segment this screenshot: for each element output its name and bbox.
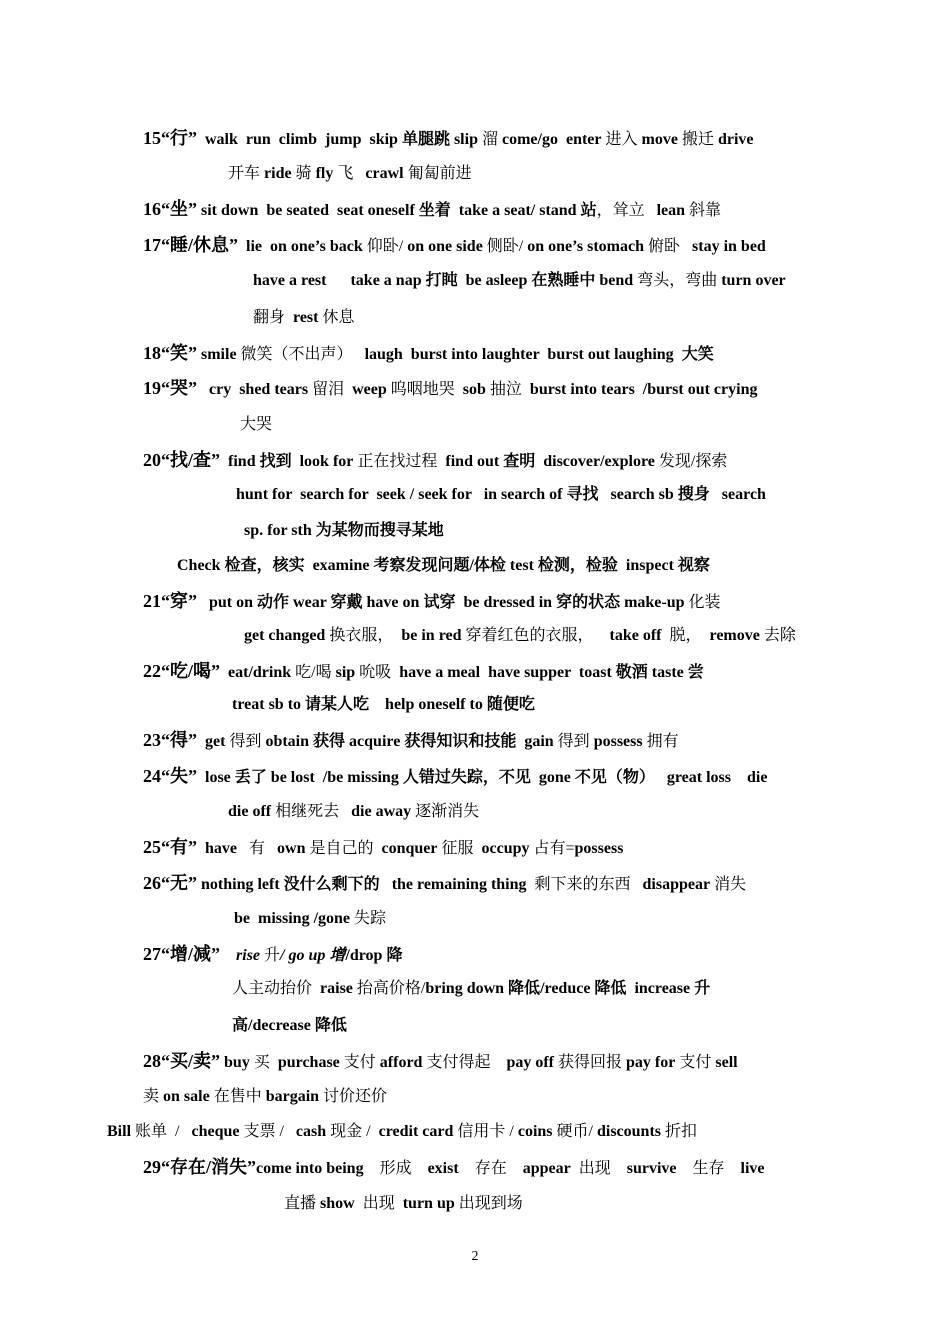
text-segment: 检查，核实 — [224, 557, 305, 574]
text-segment: 呜咽地哭 — [386, 381, 463, 398]
text-segment: acquire — [345, 733, 405, 750]
text-line — [228, 802, 479, 822]
text-segment: raise — [320, 980, 353, 997]
text-segment: find out — [445, 453, 504, 470]
page-number: 2 — [471, 1249, 479, 1264]
text-segment: 出现 — [354, 1195, 403, 1212]
text-segment: slip — [453, 131, 478, 148]
text-segment: 发现/探索 — [654, 453, 728, 470]
text-segment: purchase — [277, 1054, 340, 1071]
text-segment: 休息 — [318, 309, 355, 326]
text-segment: possess — [574, 840, 624, 857]
text-segment: 找到 — [259, 453, 292, 470]
text-segment: remove — [709, 627, 760, 644]
text-segment: 剩下来的东西 — [526, 876, 643, 893]
text-segment: increase — [626, 980, 695, 997]
text-line — [284, 1194, 523, 1214]
text-segment: crawl — [365, 165, 404, 182]
text-segment: 考察发现问题/体检 — [373, 557, 506, 574]
text-segment: inspect — [617, 557, 678, 574]
text-segment: exist — [427, 1160, 459, 1177]
text-segment: 支付 — [675, 1054, 716, 1071]
text-segment: 脱， — [661, 627, 710, 644]
text-segment: die away — [351, 803, 412, 820]
text-segment: 大笑 — [681, 346, 714, 363]
text-line — [244, 521, 444, 541]
text-segment: 仰卧/ — [362, 238, 408, 255]
text-line — [236, 485, 766, 505]
text-segment: 逐渐消失 — [411, 803, 480, 820]
text-segment: 搜身 — [677, 486, 710, 503]
text-segment: search — [709, 486, 766, 503]
text-segment: 消失 — [710, 876, 747, 893]
text-segment: search sb — [598, 486, 678, 503]
text-segment: rise — [236, 947, 261, 964]
section-heading: 23“得” — [143, 730, 197, 750]
text-segment: great loss die — [654, 769, 768, 786]
text-line — [107, 1122, 697, 1142]
text-segment: 单腿跳 — [401, 131, 454, 148]
text-segment: 穿的状态 — [556, 594, 621, 611]
text-segment: 检测，检验 — [537, 557, 618, 574]
text-segment: smile — [201, 346, 237, 363]
text-segment: 现金 / — [326, 1123, 379, 1140]
text-segment: 获得回报 — [554, 1054, 627, 1071]
text-line — [143, 1051, 738, 1073]
text-segment — [220, 453, 228, 470]
text-segment: 微笑（不出声） — [236, 346, 365, 363]
text-segment: cheque — [191, 1123, 240, 1140]
text-segment: look for — [291, 453, 354, 470]
text-segment: have a rest take a nap — [253, 272, 426, 289]
text-segment: /drop — [345, 947, 387, 964]
text-segment: laugh burst into laughter burst out laughing — [364, 346, 682, 363]
text-segment: have a meal have supper toast — [399, 664, 616, 681]
text-segment: make-up — [620, 594, 685, 611]
text-segment: walk run climb jump skip — [205, 131, 402, 148]
section-heading: 15“行” — [143, 128, 197, 148]
text-segment: help oneself to — [369, 696, 487, 713]
text-segment: pay off — [506, 1054, 555, 1071]
text-segment: 请某人吃 — [305, 696, 370, 713]
text-segment: 降 — [386, 947, 403, 964]
text-segment: turn up — [402, 1195, 455, 1212]
text-segment: find — [228, 453, 260, 470]
text-line — [143, 199, 721, 221]
text-segment: 出现到场 — [454, 1195, 523, 1212]
text-segment: lie on one’s back — [246, 238, 363, 255]
text-segment: get — [205, 733, 226, 750]
text-segment: 获得 — [313, 733, 346, 750]
text-segment: lose — [205, 769, 235, 786]
text-segment: 卖 — [143, 1088, 164, 1105]
text-segment: pay for — [626, 1054, 676, 1071]
text-segment: 是自己的 — [305, 840, 382, 857]
text-segment: discover/explore — [535, 453, 655, 470]
text-segment: 不见（物） — [574, 769, 655, 786]
text-segment: 试穿 — [423, 594, 456, 611]
section-heading: 19“哭” — [143, 378, 197, 398]
text-segment: live — [740, 1160, 765, 1177]
text-segment: Check — [177, 557, 225, 574]
text-segment: get changed — [244, 627, 326, 644]
text-segment: 进入 — [601, 131, 642, 148]
text-segment: afford — [379, 1054, 423, 1071]
text-segment: be dressed in — [455, 594, 557, 611]
text-line — [244, 626, 796, 646]
text-segment: 存在 — [458, 1160, 523, 1177]
text-segment: ，耸立 — [596, 202, 657, 219]
text-line — [143, 450, 727, 472]
text-segment: discounts — [596, 1123, 662, 1140]
section-heading: 29“存在/消失” — [143, 1157, 257, 1177]
text-segment: 直播 — [284, 1195, 321, 1212]
text-line — [143, 1087, 387, 1107]
text-segment: Bill — [107, 1123, 132, 1140]
text-line — [234, 909, 386, 929]
text-segment: disappear — [642, 876, 711, 893]
text-segment: 大哭 — [240, 416, 273, 433]
text-segment: 吮吸 — [355, 664, 400, 681]
section-heading: 20“找/查” — [143, 450, 221, 470]
text-segment: 人错过失踪，不见 — [402, 769, 531, 786]
text-segment: nothing left — [201, 876, 284, 893]
text-segment: lean — [656, 202, 686, 219]
text-segment: 升 — [694, 980, 711, 997]
text-segment: 穿着红色的衣服， — [461, 627, 610, 644]
text-segment: 相继死去 — [271, 803, 352, 820]
text-segment: buy — [224, 1054, 250, 1071]
text-segment: be missing /gone — [234, 910, 351, 927]
text-segment: 侧卧/ — [482, 238, 528, 255]
text-segment: 留泪 — [308, 381, 353, 398]
text-segment: 寻找 — [566, 486, 599, 503]
text-line — [232, 979, 710, 999]
text-line — [143, 766, 767, 788]
text-segment: taste — [647, 664, 688, 681]
text-segment: 丢了 — [234, 769, 267, 786]
text-segment: 高 — [232, 1017, 249, 1034]
text-segment — [238, 238, 246, 255]
text-segment: hunt for search for seek / seek for in search of — [236, 486, 567, 503]
text-segment: put on — [209, 594, 258, 611]
section-heading: 17“睡/休息” — [143, 235, 239, 255]
text-segment: on sale — [163, 1088, 210, 1105]
text-segment: come/go enter — [501, 131, 602, 148]
text-segment: bargain — [265, 1088, 320, 1105]
text-segment: 搬迁 — [677, 131, 718, 148]
text-line — [232, 695, 535, 715]
text-segment: appear — [522, 1160, 571, 1177]
text-segment: have — [205, 840, 237, 857]
text-line — [143, 343, 714, 365]
text-segment — [197, 131, 205, 148]
section-heading: 28“买/卖” — [143, 1051, 221, 1071]
text-segment: 溜 — [477, 131, 502, 148]
text-segment: 开车 — [228, 165, 265, 182]
text-line — [143, 591, 721, 613]
text-line — [177, 556, 710, 576]
text-segment: 支票 / — [239, 1123, 296, 1140]
text-segment — [197, 733, 205, 750]
text-segment: 翻身 — [253, 309, 294, 326]
text-segment: take a seat/ stand — [450, 202, 581, 219]
text-line — [143, 378, 757, 400]
text-segment: 有 — [237, 840, 278, 857]
text-segment: test — [505, 557, 538, 574]
text-segment: 抬高价格/ — [352, 980, 426, 997]
text-segment — [220, 664, 228, 681]
text-segment: cry shed tears — [209, 381, 309, 398]
text-segment: cash — [295, 1123, 327, 1140]
section-heading: 26“无” — [143, 873, 197, 893]
text-segment: bend — [595, 272, 634, 289]
text-segment: 在熟睡中 — [531, 272, 596, 289]
text-segment: survive — [626, 1160, 677, 1177]
text-segment: 换衣服， — [325, 627, 402, 644]
text-segment — [220, 947, 236, 964]
text-line — [143, 235, 766, 257]
text-segment: 抽泣 — [485, 381, 530, 398]
text-segment: occupy — [481, 840, 530, 857]
text-segment: possess — [593, 733, 643, 750]
text-segment: 正在找过程 — [353, 453, 446, 470]
text-segment: 支付得起 — [422, 1054, 507, 1071]
text-segment: 站 — [580, 202, 597, 219]
text-segment: 折扣 — [661, 1123, 698, 1140]
text-segment: move — [641, 131, 678, 148]
text-segment — [197, 594, 209, 611]
text-segment: 征服 — [437, 840, 482, 857]
text-segment: sip — [335, 664, 356, 681]
section-heading: 27“增/减” — [143, 944, 221, 964]
text-segment: burst into tears /burst out crying — [529, 381, 758, 398]
text-segment — [197, 840, 205, 857]
text-segment — [197, 769, 205, 786]
text-segment: die off — [228, 803, 272, 820]
text-segment: 去除 — [759, 627, 796, 644]
text-segment: 视察 — [677, 557, 710, 574]
text-segment: 俯卧 — [644, 238, 693, 255]
text-segment: 坐着 — [418, 202, 451, 219]
text-segment: wear — [289, 594, 331, 611]
text-line — [143, 661, 704, 683]
text-segment: 打盹 — [425, 272, 458, 289]
text-segment: be lost /be missing — [266, 769, 403, 786]
text-line — [143, 730, 679, 752]
text-segment: sit down be seated seat oneself — [201, 202, 419, 219]
text-segment: /reduce — [540, 980, 595, 997]
text-segment: 买 — [249, 1054, 278, 1071]
text-segment: gone — [530, 769, 575, 786]
text-segment: gain — [516, 733, 554, 750]
text-segment: 尝 — [687, 664, 704, 681]
text-segment: 在售中 — [209, 1088, 266, 1105]
text-segment: 没什么剩下的 — [283, 876, 380, 893]
text-segment: examine — [304, 557, 374, 574]
text-segment: 降低 — [314, 1017, 347, 1034]
text-segment: 增 — [329, 947, 346, 964]
text-segment: 化装 — [684, 594, 721, 611]
text-segment: 为某物而搜寻某地 — [315, 522, 444, 539]
section-heading: 21“穿” — [143, 591, 197, 611]
text-segment: own — [277, 840, 306, 857]
text-line — [143, 873, 746, 895]
text-segment: 硬币/ — [552, 1123, 597, 1140]
text-segment: drive — [717, 131, 754, 148]
text-segment: obtain — [265, 733, 314, 750]
section-heading: 24“失” — [143, 766, 197, 786]
text-segment: 查明 — [503, 453, 536, 470]
text-line — [253, 308, 355, 328]
text-segment: 失踪 — [350, 910, 387, 927]
text-line — [228, 164, 472, 184]
text-line — [143, 128, 754, 150]
section-heading: 25“有” — [143, 837, 197, 857]
text-segment: fly — [315, 165, 334, 182]
text-segment: treat sb to — [232, 696, 306, 713]
section-heading: 18“笑” — [143, 343, 197, 363]
text-segment: 穿戴 — [330, 594, 363, 611]
text-segment: 动作 — [257, 594, 290, 611]
text-segment: be in red — [401, 627, 462, 644]
text-segment: on one side — [407, 238, 483, 255]
text-segment: show — [320, 1195, 355, 1212]
text-segment: have on — [362, 594, 424, 611]
text-segment: take off — [609, 627, 662, 644]
section-heading: 22“吃/喝” — [143, 661, 221, 681]
text-segment: 形成 — [363, 1160, 428, 1177]
text-segment: sp. for sth — [244, 522, 316, 539]
text-segment: be asleep — [457, 272, 532, 289]
text-segment: 升 — [260, 947, 281, 964]
text-line — [232, 1016, 347, 1036]
text-segment: 拥有 — [642, 733, 679, 750]
text-segment: bring down — [425, 980, 509, 997]
text-segment — [197, 381, 209, 398]
text-segment: /decrease — [248, 1017, 315, 1034]
text-segment: 账单 / — [131, 1123, 192, 1140]
text-segment: on one’s stomach — [527, 238, 644, 255]
text-segment: 得到 — [553, 733, 594, 750]
text-segment: turn over — [721, 272, 786, 289]
text-segment: 信用卡 / — [453, 1123, 518, 1140]
text-segment: sob — [462, 381, 486, 398]
text-segment: credit card — [378, 1123, 454, 1140]
text-segment: weep — [352, 381, 387, 398]
section-heading: 16“坐” — [143, 199, 197, 219]
text-segment: 敬酒 — [615, 664, 648, 681]
text-segment: 吃/喝 — [291, 664, 336, 681]
text-segment: 讨价还价 — [319, 1088, 388, 1105]
text-segment: eat/drink — [228, 664, 292, 681]
text-segment: conquer — [381, 840, 438, 857]
text-segment: 随便吃 — [486, 696, 535, 713]
text-segment: rest — [293, 309, 319, 326]
text-segment: 人主动抬价 — [232, 980, 321, 997]
text-segment: 生存 — [676, 1160, 741, 1177]
text-segment: 出现 — [570, 1160, 627, 1177]
text-segment: 获得知识和技能 — [404, 733, 517, 750]
text-line — [240, 415, 272, 435]
text-segment: 飞 — [333, 165, 366, 182]
text-line — [143, 837, 623, 859]
text-segment: 斜靠 — [685, 202, 722, 219]
text-segment: 骑 — [291, 165, 316, 182]
text-segment: sell — [715, 1054, 738, 1071]
text-segment: 降低 — [508, 980, 541, 997]
text-segment: 降低 — [594, 980, 627, 997]
text-segment: 得到 — [225, 733, 266, 750]
text-segment: ride — [264, 165, 292, 182]
text-segment: coins — [517, 1123, 553, 1140]
text-line — [143, 1157, 765, 1179]
text-segment: 弯头，弯曲 — [633, 272, 722, 289]
text-line — [143, 944, 402, 966]
text-segment: / go up — [280, 947, 330, 964]
text-segment: come into being — [256, 1160, 364, 1177]
text-segment: 占有= — [529, 840, 575, 857]
text-segment: 匍匐前进 — [403, 165, 472, 182]
text-segment: the remaining thing — [379, 876, 527, 893]
text-segment: 支付 — [339, 1054, 380, 1071]
text-line — [253, 271, 786, 291]
text-segment: stay in bed — [692, 238, 766, 255]
